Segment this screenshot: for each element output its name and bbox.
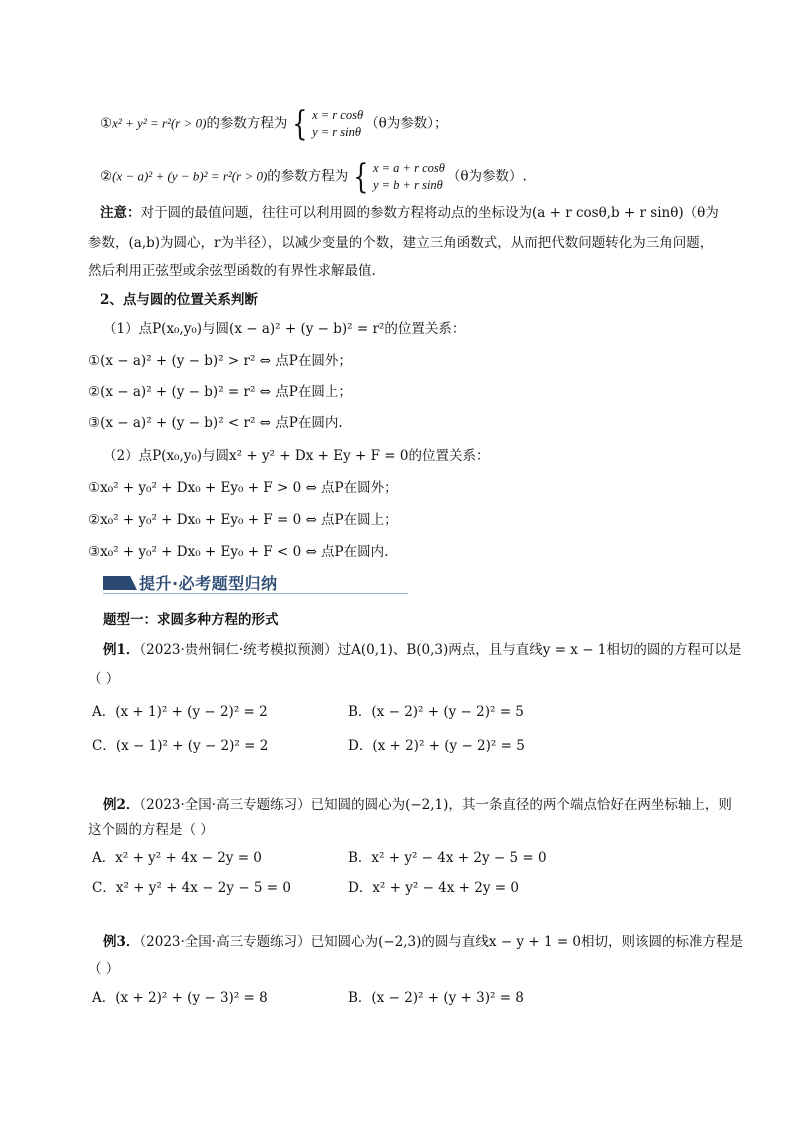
ex1-option-d[interactable]: D．(x + 2)² + (y − 2)² = 5 xyxy=(348,738,525,754)
section-divider xyxy=(103,593,408,594)
ex1-line-1 xyxy=(103,641,741,659)
section-bar-icon xyxy=(103,576,137,590)
ex1-option-a[interactable]: A．(x + 1)² + (y − 2)² = 2 xyxy=(92,704,268,720)
param-2-text: 的参数方程为 xyxy=(267,168,349,185)
ex3-option-b[interactable]: B．(x − 2)² + (y + 3)² = 8 xyxy=(348,990,524,1006)
ex3-label: 例3． xyxy=(103,934,140,950)
ex1-option-c[interactable]: C．(x − 1)² + (y − 2)² = 2 xyxy=(92,738,269,754)
point-heading: 2、点与圆的位置关系判断 xyxy=(100,292,258,308)
note-label: 注意： xyxy=(100,205,141,221)
ex2-option-c[interactable]: C．x² + y² + 4x − 2y − 5 = 0 xyxy=(92,880,291,896)
param-1-row-x: x = r cosθ xyxy=(312,108,364,122)
brace-icon: { xyxy=(292,104,308,144)
section-header xyxy=(103,566,408,596)
point-sub-1: （1）点P(x₀,y₀)与圆(x − a)² + (y − b)² = r²的位置关系： xyxy=(103,321,466,337)
note-line-3: 然后利用正弦型或余弦型函数的有界性求解最值. xyxy=(88,263,376,279)
param-1-prefix: ① xyxy=(100,115,113,132)
ex2-line-2: 这个圆的方程是（ ） xyxy=(88,822,214,838)
ex2-option-a[interactable]: A．x² + y² + 4x − 2y = 0 xyxy=(92,850,262,866)
param-1-row-y: y = r sinθ xyxy=(312,125,362,139)
param-2-row-x: x = a + r cosθ xyxy=(372,161,445,175)
ex2-option-d[interactable]: D．x² + y² − 4x + 2y = 0 xyxy=(348,880,519,896)
ex1-line-2: （ ） xyxy=(88,671,120,687)
param-1-text: 的参数方程为 xyxy=(206,115,288,132)
param-1-equation: x² + y² = r²(r > 0) xyxy=(112,115,207,131)
param-eq-1 xyxy=(100,104,448,144)
param-2-prefix: ② xyxy=(100,168,113,185)
point-case-b2: ②x₀² + y₀² + Dx₀ + Ey₀ + F = 0 ⇔ 点P在圆上； xyxy=(88,512,398,528)
note-text-1: 对于圆的最值问题，往往可以利用圆的参数方程将动点的坐标设为(a + r cosθ,b + r sinθ)（θ为 xyxy=(140,205,719,221)
param-2-system xyxy=(350,157,445,197)
ex3-stem: （2023·全国·高三专题练习）已知圆心为(−2,3)的圆与直线x − y + 1 = 0相切，则该圆的标准方程是 xyxy=(139,934,744,950)
section-title: 提升·必考题型归纳 xyxy=(139,574,278,593)
ex2-option-b[interactable]: B．x² + y² − 4x + 2y − 5 = 0 xyxy=(348,850,547,866)
note-line-2: 参数，(a,b)为圆心，r为半径），以减少变量的个数，建立三角函数式，从而把代数问题转化为三角问题， xyxy=(88,235,714,251)
point-case-a1: ①(x − a)² + (y − b)² > r² ⇔ 点P在圆外； xyxy=(88,353,352,369)
ex3-line-2: （ ） xyxy=(88,961,120,977)
ex1-stem: （2023·贵州铜仁·统考模拟预测）过A(0,1)、B(0,3)两点，且与直线y = x − 1相切的圆的方程可以是 xyxy=(139,642,742,658)
ex3-line-1 xyxy=(103,933,743,951)
type1-title: 题型一：求圆多种方程的形式 xyxy=(103,612,279,628)
brace-icon: { xyxy=(353,157,369,197)
ex2-line-1 xyxy=(103,796,732,814)
param-2-equation: (x − a)² + (y − b)² = r²(r > 0) xyxy=(112,168,268,184)
ex1-label: 例1． xyxy=(103,642,140,658)
point-case-b3: ③x₀² + y₀² + Dx₀ + Ey₀ + F < 0 ⇔ 点P在圆内. xyxy=(88,544,389,560)
param-2-row-y: y = b + r sinθ xyxy=(372,178,443,192)
note-line-1 xyxy=(100,204,719,222)
point-sub-2: （2）点P(x₀,y₀)与圆x² + y² + Dx + Ey + F = 0的位置关系： xyxy=(103,448,490,464)
param-eq-2 xyxy=(100,157,527,197)
ex2-label: 例2． xyxy=(103,797,140,813)
point-case-b1: ①x₀² + y₀² + Dx₀ + Ey₀ + F > 0 ⇔ 点P在圆外； xyxy=(88,480,398,496)
ex3-option-a[interactable]: A．(x + 2)² + (y − 3)² = 8 xyxy=(92,990,268,1006)
param-2-suffix: （θ为参数）. xyxy=(446,168,527,185)
param-1-system xyxy=(289,104,364,144)
ex2-stem: （2023·全国·高三专题练习）已知圆的圆心为(−2,1)，其一条直径的两个端点恰好在两坐标轴上，则 xyxy=(139,797,732,813)
param-1-suffix: （θ为参数）； xyxy=(365,115,448,132)
point-case-a3: ③(x − a)² + (y − b)² < r² ⇔ 点P在圆内. xyxy=(88,415,343,431)
point-case-a2: ②(x − a)² + (y − b)² = r² ⇔ 点P在圆上； xyxy=(88,384,352,400)
ex1-option-b[interactable]: B．(x − 2)² + (y − 2)² = 5 xyxy=(348,704,524,720)
